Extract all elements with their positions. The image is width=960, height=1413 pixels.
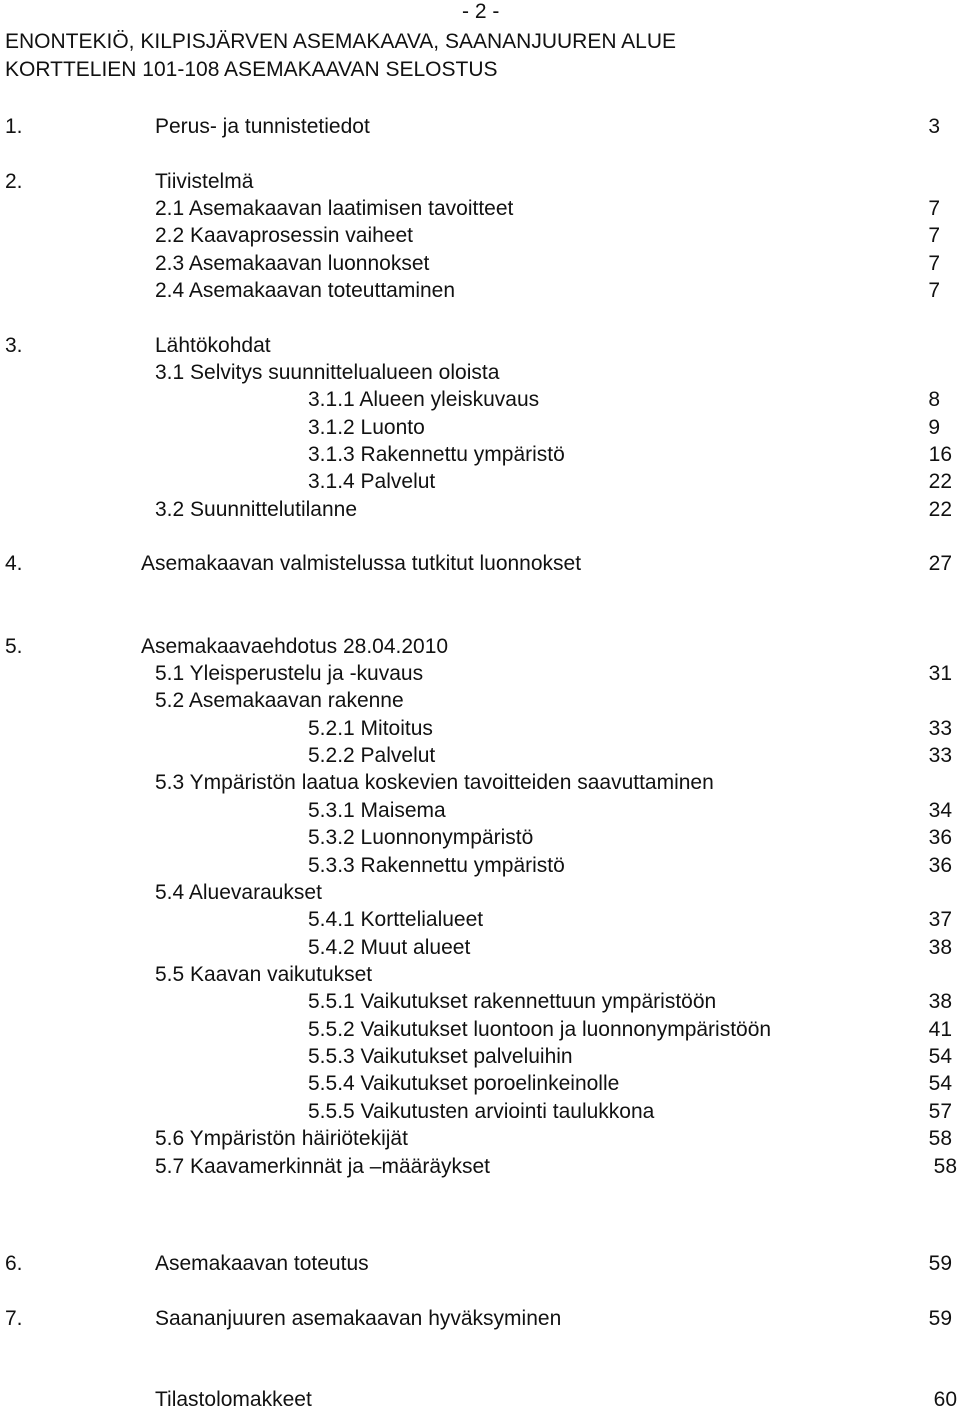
toc-page: 54	[928, 1045, 952, 1068]
toc-page: 7	[928, 197, 940, 220]
toc-page: 57	[928, 1100, 952, 1123]
toc-entry: Lähtökohdat	[155, 334, 271, 357]
toc-entry: Tilastolomakkeet	[155, 1388, 312, 1411]
toc-entry: 5.4.2 Muut alueet	[308, 936, 471, 959]
toc-entry: 5.5.2 Vaikutukset luontoon ja luonnonympäristöön	[308, 1018, 772, 1041]
document-title-line-1: ENONTEKIÖ, KILPISJÄRVEN ASEMAKAAVA, SAANANJUUREN ALUE	[5, 30, 677, 53]
toc-entry: 5.1 Yleisperustelu ja -kuvaus	[155, 662, 424, 685]
toc-page: 33	[928, 717, 952, 740]
document-title-line-2: KORTTELIEN 101-108 ASEMAKAAVAN SELOSTUS	[5, 58, 498, 81]
toc-page: 34	[928, 799, 952, 822]
toc-number: 3.	[5, 334, 23, 357]
toc-entry: 2.4 Asemakaavan toteuttaminen	[155, 279, 456, 302]
toc-page: 36	[928, 854, 952, 877]
toc-entry: 5.3.1 Maisema	[308, 799, 446, 822]
toc-page: 7	[928, 224, 940, 247]
toc-page: 37	[928, 908, 952, 931]
toc-entry: 2.2 Kaavaprosessin vaiheet	[155, 224, 413, 247]
toc-page: 58	[933, 1155, 957, 1178]
toc-number: 5.	[5, 635, 23, 658]
toc-page: 31	[928, 662, 952, 685]
toc-number: 2.	[5, 170, 23, 193]
page-number: - 2 -	[462, 0, 500, 23]
toc-entry: Perus- ja tunnistetiedot	[155, 115, 370, 138]
toc-page: 27	[928, 552, 952, 575]
toc-page: 59	[928, 1252, 952, 1275]
toc-page: 54	[928, 1072, 952, 1095]
toc-page: 22	[928, 470, 952, 493]
toc-page: 38	[928, 990, 952, 1013]
toc-entry: 5.5.3 Vaikutukset palveluihin	[308, 1045, 573, 1068]
toc-entry: Asemakaavaehdotus 28.04.2010	[141, 635, 449, 658]
toc-page: 16	[928, 443, 952, 466]
toc-number: 4.	[5, 552, 23, 575]
toc-page: 59	[928, 1307, 952, 1330]
toc-entry: 3.1 Selvitys suunnittelualueen oloista	[155, 361, 500, 384]
toc-page: 3	[928, 115, 940, 138]
toc-number: 7.	[5, 1307, 23, 1330]
toc-page: 8	[928, 388, 940, 411]
toc-number: 6.	[5, 1252, 23, 1275]
toc-entry: 2.1 Asemakaavan laatimisen tavoitteet	[155, 197, 514, 220]
toc-entry: 3.1.1 Alueen yleiskuvaus	[308, 388, 540, 411]
toc-entry: 5.2 Asemakaavan rakenne	[155, 689, 404, 712]
toc-page: 36	[928, 826, 952, 849]
toc-entry: 3.2 Suunnittelutilanne	[155, 498, 357, 521]
toc-entry: Saananjuuren asemakaavan hyväksyminen	[155, 1307, 562, 1330]
toc-entry: Tiivistelmä	[155, 170, 254, 193]
toc-entry: 5.5 Kaavan vaikutukset	[155, 963, 373, 986]
toc-entry: 3.1.4 Palvelut	[308, 470, 436, 493]
toc-entry: 2.3 Asemakaavan luonnokset	[155, 252, 430, 275]
toc-entry: 3.1.2 Luonto	[308, 416, 425, 439]
toc-page: 9	[928, 416, 940, 439]
toc-entry: 5.3 Ympäristön laatua koskevien tavoitteiden saavuttaminen	[155, 771, 714, 794]
toc-entry: 5.7 Kaavamerkinnät ja –määräykset	[155, 1155, 491, 1178]
toc-page: 41	[928, 1018, 952, 1041]
toc-entry: 5.4 Aluevaraukset	[155, 881, 322, 904]
toc-page: 33	[928, 744, 952, 767]
toc-page: 22	[928, 498, 952, 521]
toc-entry: 5.3.2 Luonnonympäristö	[308, 826, 534, 849]
toc-page: 58	[928, 1127, 952, 1150]
toc-entry: 5.3.3 Rakennettu ympäristö	[308, 854, 565, 877]
toc-page: 7	[928, 252, 940, 275]
toc-entry: 5.2.1 Mitoitus	[308, 717, 433, 740]
toc-entry: 5.5.4 Vaikutukset poroelinkeinolle	[308, 1072, 620, 1095]
toc-entry: 5.2.2 Palvelut	[308, 744, 436, 767]
toc-entry: 3.1.3 Rakennettu ympäristö	[308, 443, 565, 466]
toc-entry: Asemakaavan toteutus	[155, 1252, 369, 1275]
toc-page: 7	[928, 279, 940, 302]
toc-page: 38	[928, 936, 952, 959]
toc-entry: 5.6 Ympäristön häiriötekijät	[155, 1127, 408, 1150]
toc-entry: 5.4.1 Korttelialueet	[308, 908, 484, 931]
toc-entry: 5.5.1 Vaikutukset rakennettuun ympäristöön	[308, 990, 717, 1013]
toc-entry: 5.5.5 Vaikutusten arviointi taulukkona	[308, 1100, 655, 1123]
toc-number: 1.	[5, 115, 23, 138]
toc-page: 60	[933, 1388, 957, 1411]
toc-entry: Asemakaavan valmistelussa tutkitut luonnokset	[141, 552, 582, 575]
